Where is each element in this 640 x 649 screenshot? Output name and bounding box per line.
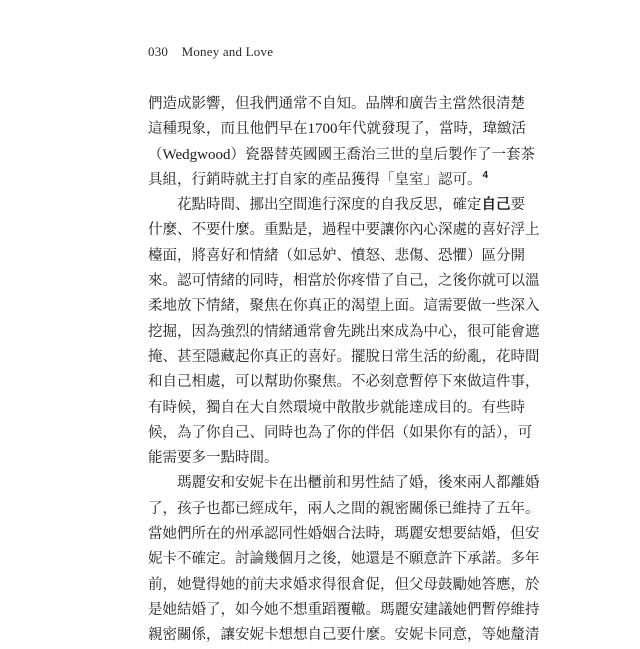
text-segment: ）瓷器替英國國王喬治三世的皇后製作了一套茶 — [230, 146, 535, 163]
year-text: 1700 — [307, 121, 338, 138]
paragraph-2-line-2: 什麼、不要什麼。重點是，過程中要讓你內心深處的喜好浮上 — [148, 222, 540, 239]
paragraph-2-line-1 — [148, 193, 525, 218]
text-segment: 花點時間、挪出空間進行深度的自我反思，確定 — [177, 197, 482, 214]
paragraph-3-line-3: 當她們所在的州承認同性婚姻合法時，瑪麗安想要結婚，但安 — [148, 526, 540, 543]
paragraph-2-line-6: 挖掘，因為強烈的情緒通常會先跳出來成為中心，很可能會遮 — [148, 323, 540, 340]
paragraph-3-line-1: 瑪麗安和安妮卡在出櫃前和男性結了婚，後來兩人都離婚 — [177, 475, 540, 492]
paragraph-1-line-4 — [148, 168, 498, 193]
paragraph-1-line-1: 們造成影響，但我們通常不自知。品牌和廣告主當然很清楚 — [148, 96, 525, 112]
body-text — [148, 92, 540, 649]
running-title: Money and Love — [181, 44, 274, 59]
paragraph-2-line-11: 能需要多一點時間。 — [148, 450, 279, 467]
paragraph-2-line-9: 有時候，獨自在大自然環境中散散步就能達成目的。有些時 — [148, 399, 525, 416]
text-segment: 要 — [510, 197, 525, 214]
paragraph-2-line-5: 柔地放下情緒，聚焦在你真正的渴望上面。這需要做一些深入 — [148, 298, 540, 315]
text-segment: 年代就發現了，當時，瑋緻活 — [337, 121, 526, 138]
paragraph-2-line-8: 和自己相處，可以幫助你聚焦。不必刻意暫停下來做這件事， — [148, 374, 540, 391]
footnote-marker: 4 — [482, 169, 489, 181]
paragraph-1-line-2 — [148, 117, 526, 142]
paragraph-3-line-4: 妮卡不確定。討論幾個月之後，她還是不願意許下承諾。多年 — [148, 551, 540, 568]
paragraph-3-line-2: 了，孩子也都已經成年，兩人之間的親密關係已維持了五年。 — [148, 500, 540, 517]
paragraph-2-line-10: 候，為了你自己、同時也為了你的伴侶（如果你有的話），可 — [148, 424, 533, 441]
text-segment: 這種現象，而且他們早在 — [148, 121, 308, 138]
emphasis-text: 自己 — [481, 197, 511, 214]
page-number: 030 — [148, 44, 169, 59]
paragraph-1-line-3 — [148, 143, 535, 168]
paragraph-3-line-7: 親密關係，讓安妮卡想想自己要什麼。安妮卡同意，等她釐清 — [148, 627, 540, 644]
text-segment: （ — [148, 146, 163, 163]
running-head — [148, 44, 273, 60]
paragraph-3-line-5: 前，她覺得她的前夫求婚求得很倉促，但父母鼓勵她答應，於 — [148, 576, 540, 593]
paragraph-3-line-6: 是她結婚了，如今她不想重蹈覆轍。瑪麗安建議她們暫停維持 — [148, 601, 540, 618]
brand-name: Wedgwood — [162, 146, 231, 163]
text-segment: 具組，行銷時就主打自家的產品獲得「皇室」認可。 — [148, 171, 482, 188]
paragraph-2-line-7: 掩、甚至隱藏起你真正的喜好。擺脫日常生活的紛亂，花時間 — [148, 348, 540, 365]
paragraph-2-line-4: 來。認可情緒的同時，相當於你疼惜了自己，之後你就可以溫 — [148, 273, 540, 290]
paragraph-2-line-3: 檯面，將喜好和情緒（如忌妒、憤怒、悲傷、恐懼）區分開 — [148, 247, 525, 264]
